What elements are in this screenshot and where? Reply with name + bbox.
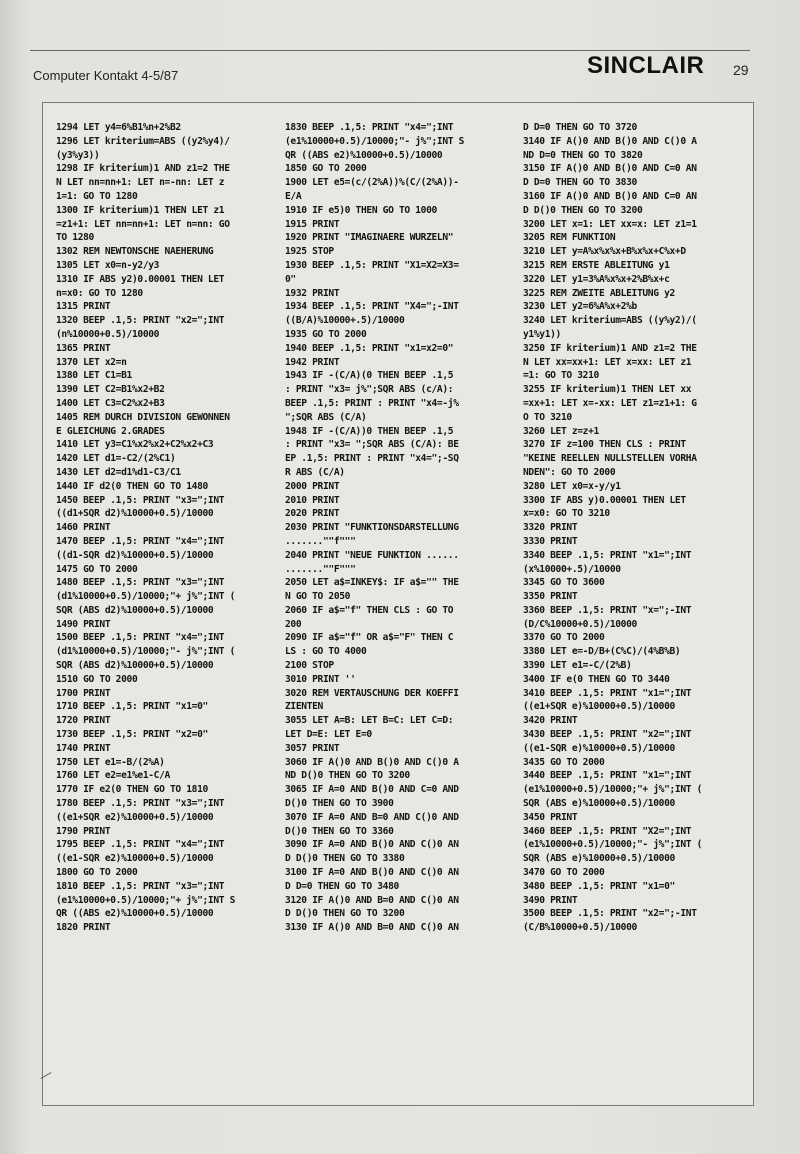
code-line: (e1%10000+0.5)/10000;"- j%";INT S bbox=[285, 135, 465, 147]
code-line: 1365 PRINT bbox=[56, 342, 111, 354]
code-line: (e1%10000+0.5)/10000;"+ j%";INT S bbox=[56, 894, 236, 906]
code-line: 2060 IF a$="f" THEN CLS : GO TO bbox=[285, 604, 454, 616]
code-line: 3400 IF e(0 THEN GO TO 3440 bbox=[523, 673, 670, 685]
code-line: E GLEICHUNG 2.GRADES bbox=[56, 425, 165, 437]
code-line: 3060 IF A()0 AND B()0 AND C()0 A bbox=[285, 756, 459, 768]
code-line: 3370 GO TO 2000 bbox=[523, 632, 605, 644]
code-line: : PRINT "x3= ";SQR ABS (C/A): BE bbox=[285, 439, 459, 451]
code-line: 1800 GO TO 2000 bbox=[56, 867, 138, 879]
code-line: 1730 BEEP .1,5: PRINT "x2=0" bbox=[56, 729, 208, 741]
code-line: (d1%10000+0.5)/10000;"- j%";INT ( bbox=[56, 646, 236, 658]
code-line: ((e1-SQR e)%10000+0.5)/10000 bbox=[523, 742, 675, 754]
code-line: n=x0: GO TO 1280 bbox=[56, 287, 143, 299]
code-line: 1475 GO TO 2000 bbox=[56, 563, 138, 575]
code-line: (d1%10000+0.5)/10000;"+ j%";INT ( bbox=[56, 591, 236, 603]
code-line: 3220 LET y1=3%A%x%x+2%B%x+c bbox=[523, 273, 670, 285]
code-line: 3150 IF A()0 AND B()0 AND C=0 AN bbox=[523, 163, 697, 175]
code-line: 3160 IF A()0 AND B()0 AND C=0 AN bbox=[523, 190, 697, 202]
code-line: 1405 REM DURCH DIVISION GEWONNEN bbox=[56, 411, 230, 423]
code-line: SQR (ABS e)%10000+0.5)/10000 bbox=[523, 853, 675, 865]
code-line: 3225 REM ZWEITE ABLEITUNG y2 bbox=[523, 287, 675, 299]
code-line: (C/B%10000+0.5)/10000 bbox=[523, 922, 637, 934]
code-line: D()0 THEN GO TO 3360 bbox=[285, 825, 394, 837]
code-line: 3300 IF ABS y)0.00001 THEN LET bbox=[523, 494, 686, 506]
code-line: 3130 IF A()0 AND B=0 AND C()0 AN bbox=[285, 922, 459, 934]
code-line: 3210 LET y=A%x%x%x+B%x%x+C%x+D bbox=[523, 246, 686, 258]
code-line: 3205 REM FUNKTION bbox=[523, 232, 616, 244]
code-line: D D=0 THEN GO TO 3830 bbox=[523, 177, 637, 189]
code-line: ((B/A)%10000+.5)/10000 bbox=[285, 315, 405, 327]
code-line: ((e1-SQR e2)%10000+0.5)/10000 bbox=[56, 853, 214, 865]
code-line: 3470 GO TO 2000 bbox=[523, 867, 605, 879]
code-line: 3280 LET x0=x-y/y1 bbox=[523, 480, 621, 492]
code-line: 3200 LET x=1: LET xx=x: LET z1=1 bbox=[523, 218, 697, 230]
code-line: 1=1: GO TO 1280 bbox=[56, 190, 138, 202]
code-line: (D/C%10000+0.5)/10000 bbox=[523, 618, 637, 630]
code-line: 1302 REM NEWTONSCHE NAEHERUNG bbox=[56, 246, 214, 258]
code-line: SQR (ABS d2)%10000+0.5)/10000 bbox=[56, 604, 214, 616]
code-line: QR ((ABS e2)%10000+0.5)/10000 bbox=[56, 908, 214, 920]
code-line: 3120 IF A()0 AND B=0 AND C()0 AN bbox=[285, 894, 459, 906]
code-line: ";SQR ABS (C/A) bbox=[285, 411, 367, 423]
code-line: ((d1+SQR d2)%10000+0.5)/10000 bbox=[56, 508, 214, 520]
code-line: LS : GO TO 4000 bbox=[285, 646, 367, 658]
code-line: N LET xx=xx+1: LET x=xx: LET z1 bbox=[523, 356, 692, 368]
code-line: 1850 GO TO 2000 bbox=[285, 163, 367, 175]
code-line: 3100 IF A=0 AND B()0 AND C()0 AN bbox=[285, 867, 459, 879]
code-line: D D=0 THEN GO TO 3480 bbox=[285, 880, 399, 892]
code-line: N LET nn=nn+1: LET n=-nn: LET z bbox=[56, 177, 225, 189]
code-line: 1943 IF -(C/A)(0 THEN BEEP .1,5 bbox=[285, 370, 454, 382]
code-line: 1932 PRINT bbox=[285, 287, 340, 299]
code-line: ((e1+SQR e)%10000+0.5)/10000 bbox=[523, 701, 675, 713]
code-line: 1310 IF ABS y2)0.00001 THEN LET bbox=[56, 273, 225, 285]
code-line: 2090 IF a$="f" OR a$="F" THEN C bbox=[285, 632, 454, 644]
code-line: 3390 LET e1=-C/(2%B) bbox=[523, 660, 632, 672]
code-line: 3057 PRINT bbox=[285, 742, 340, 754]
code-line: 1315 PRINT bbox=[56, 301, 111, 313]
code-line: QR ((ABS e2)%10000+0.5)/10000 bbox=[285, 149, 443, 161]
code-line: 1790 PRINT bbox=[56, 825, 111, 837]
code-line: 3260 LET z=z+1 bbox=[523, 425, 599, 437]
code-line: D D()0 THEN GO TO 3200 bbox=[523, 204, 643, 216]
code-line: 3460 BEEP .1,5: PRINT "X2=";INT bbox=[523, 825, 692, 837]
code-line: 1940 BEEP .1,5: PRINT "x1=x2=0" bbox=[285, 342, 454, 354]
code-line: (y3%y3)) bbox=[56, 149, 100, 161]
code-line: 1795 BEEP .1,5: PRINT "x4=";INT bbox=[56, 839, 225, 851]
code-line: 0" bbox=[285, 273, 296, 285]
code-line: NDEN": GO TO 2000 bbox=[523, 466, 616, 478]
code-line: .......""F""" bbox=[285, 563, 356, 575]
code-line: 3350 PRINT bbox=[523, 591, 578, 603]
code-line: 1820 PRINT bbox=[56, 922, 111, 934]
code-line: 3340 BEEP .1,5: PRINT "x1=";INT bbox=[523, 549, 692, 561]
code-line: 1935 GO TO 2000 bbox=[285, 328, 367, 340]
code-line: 3440 BEEP .1,5: PRINT "x1=";INT bbox=[523, 770, 692, 782]
code-line: 1900 LET e5=(c/(2%A))%(C/(2%A))- bbox=[285, 177, 459, 189]
code-line: TO 1280 bbox=[56, 232, 94, 244]
code-line: (e1%10000+0.5)/10000;"+ j%";INT ( bbox=[523, 784, 703, 796]
code-line: 1460 PRINT bbox=[56, 522, 111, 534]
code-line: 1700 PRINT bbox=[56, 687, 111, 699]
code-line: 3450 PRINT bbox=[523, 811, 578, 823]
listing-column-2 bbox=[285, 121, 464, 935]
code-line: E/A bbox=[285, 190, 302, 202]
code-line: SQR (ABS e)%10000+0.5)/10000 bbox=[523, 798, 675, 810]
code-line: 3380 LET e=-D/B+(C%C)/(4%B%B) bbox=[523, 646, 681, 658]
code-line: 2000 PRINT bbox=[285, 480, 340, 492]
code-line: 1780 BEEP .1,5: PRINT "x3=";INT bbox=[56, 798, 225, 810]
code-line: ((e1+SQR e2)%10000+0.5)/10000 bbox=[56, 811, 214, 823]
code-line: 1925 STOP bbox=[285, 246, 334, 258]
code-line: 1410 LET y3=C1%x2%x2+C2%x2+C3 bbox=[56, 439, 214, 451]
code-line: =z1+1: LET nn=nn+1: LET n=nn: GO bbox=[56, 218, 230, 230]
code-line: 3090 IF A=0 AND B()0 AND C()0 AN bbox=[285, 839, 459, 851]
code-line: 1500 BEEP .1,5: PRINT "x4=";INT bbox=[56, 632, 225, 644]
code-line: 1750 LET e1=-B/(2%A) bbox=[56, 756, 165, 768]
section-title: SINCLAIR bbox=[587, 52, 705, 79]
code-line: 1420 LET d1=-C2/(2%C1) bbox=[56, 453, 176, 465]
code-line: 1810 BEEP .1,5: PRINT "x3=";INT bbox=[56, 880, 225, 892]
code-line: N GO TO 2050 bbox=[285, 591, 351, 603]
code-line: y1%y1)) bbox=[523, 328, 561, 340]
code-line: 1948 IF -(C/A))0 THEN BEEP .1,5 bbox=[285, 425, 454, 437]
code-line: 2040 PRINT "NEUE FUNKTION ...... bbox=[285, 549, 459, 561]
listing-column-1 bbox=[56, 121, 235, 935]
code-line: 3010 PRINT '' bbox=[285, 673, 356, 685]
code-line: R ABS (C/A) bbox=[285, 466, 345, 478]
code-line: D D()0 THEN GO TO 3380 bbox=[285, 853, 405, 865]
code-line: ((d1-SQR d2)%10000+0.5)/10000 bbox=[56, 549, 214, 561]
code-line: 1390 LET C2=B1%x2+B2 bbox=[56, 384, 165, 396]
code-line: (n%10000+0.5)/10000 bbox=[56, 328, 160, 340]
code-line: D D()0 THEN GO TO 3200 bbox=[285, 908, 405, 920]
code-line: 1430 LET d2=d1%d1-C3/C1 bbox=[56, 466, 181, 478]
code-line: 1942 PRINT bbox=[285, 356, 340, 368]
code-line: 3480 BEEP .1,5: PRINT "x1=0" bbox=[523, 880, 675, 892]
code-line: 3070 IF A=0 AND B=0 AND C()0 AND bbox=[285, 811, 459, 823]
code-line: 1720 PRINT bbox=[56, 715, 111, 727]
code-line: 1300 IF kriterium)1 THEN LET z1 bbox=[56, 204, 225, 216]
code-line: 3500 BEEP .1,5: PRINT "x2=";-INT bbox=[523, 908, 697, 920]
code-line: 1830 BEEP .1,5: PRINT "x4=";INT bbox=[285, 122, 454, 133]
code-line: "KEINE REELLEN NULLSTELLEN VORHA bbox=[523, 453, 697, 465]
code-line: SQR (ABS d2)%10000+0.5)/10000 bbox=[56, 660, 214, 672]
code-line: 3330 PRINT bbox=[523, 535, 578, 547]
code-line: 3410 BEEP .1,5: PRINT "x1=";INT bbox=[523, 687, 692, 699]
code-line: 3270 IF z=100 THEN CLS : PRINT bbox=[523, 439, 686, 451]
code-line: 1305 LET x0=n-y2/y3 bbox=[56, 259, 160, 271]
code-line: 3430 BEEP .1,5: PRINT "x2=";INT bbox=[523, 729, 692, 741]
code-line: 3320 PRINT bbox=[523, 522, 578, 534]
code-line: 3230 LET y2=6%A%x+2%b bbox=[523, 301, 637, 313]
code-line: 1480 BEEP .1,5: PRINT "x3=";INT bbox=[56, 577, 225, 589]
code-line: 1320 BEEP .1,5: PRINT "x2=";INT bbox=[56, 315, 225, 327]
code-line: 1930 BEEP .1,5: PRINT "X1=X2=X3= bbox=[285, 259, 459, 271]
code-line: 1450 BEEP .1,5: PRINT "x3=";INT bbox=[56, 494, 225, 506]
code-line: =1: GO TO 3210 bbox=[523, 370, 599, 382]
code-line: 3420 PRINT bbox=[523, 715, 578, 727]
code-line: 3490 PRINT bbox=[523, 894, 578, 906]
code-line: 2010 PRINT bbox=[285, 494, 340, 506]
code-line: 1490 PRINT bbox=[56, 618, 111, 630]
code-line: 200 bbox=[285, 618, 302, 630]
code-line: : PRINT "x3= j%";SQR ABS (c/A): bbox=[285, 384, 454, 396]
code-line: 3055 LET A=B: LET B=C: LET C=D: bbox=[285, 715, 454, 727]
code-line: D()0 THEN GO TO 3900 bbox=[285, 798, 394, 810]
code-line: 1710 BEEP .1,5: PRINT "x1=0" bbox=[56, 701, 208, 713]
magazine-title: Computer Kontakt 4-5/87 bbox=[33, 68, 179, 83]
code-line: 1510 GO TO 2000 bbox=[56, 673, 138, 685]
code-line: 1400 LET C3=C2%x2+B3 bbox=[56, 397, 165, 409]
code-line: 1934 BEEP .1,5: PRINT "X4=";-INT bbox=[285, 301, 459, 313]
page-header bbox=[30, 48, 765, 88]
code-line: 2030 PRINT "FUNKTIONSDARSTELLUNG bbox=[285, 522, 459, 534]
code-line: 1760 LET e2=e1%e1-C/A bbox=[56, 770, 170, 782]
code-line: 1380 LET C1=B1 bbox=[56, 370, 132, 382]
code-line: 1294 LET y4=6%B1%n+2%B2 bbox=[56, 122, 181, 133]
code-line: 1740 PRINT bbox=[56, 742, 111, 754]
page-number: 29 bbox=[733, 62, 749, 78]
code-line: x=x0: GO TO 3210 bbox=[523, 508, 610, 520]
code-line: EP .1,5: PRINT : PRINT "x4=";-SQ bbox=[285, 453, 459, 465]
code-line: 3250 IF kriterium)1 AND z1=2 THE bbox=[523, 342, 697, 354]
code-line: 1770 IF e2(0 THEN GO TO 1810 bbox=[56, 784, 208, 796]
code-line: LET D=E: LET E=0 bbox=[285, 729, 372, 741]
code-line: 3065 IF A=0 AND B()0 AND C=0 AND bbox=[285, 784, 459, 796]
code-line: 1915 PRINT bbox=[285, 218, 340, 230]
listing-column-3 bbox=[523, 121, 702, 935]
code-line: ND D()0 THEN GO TO 3200 bbox=[285, 770, 410, 782]
code-line: 3345 GO TO 3600 bbox=[523, 577, 605, 589]
code-line: BEEP .1,5: PRINT : PRINT "x4=-j% bbox=[285, 397, 459, 409]
code-line: 1440 IF d2(0 THEN GO TO 1480 bbox=[56, 480, 208, 492]
code-line: 3240 LET kriterium=ABS ((y%y2)/( bbox=[523, 315, 697, 327]
code-line: (e1%10000+0.5)/10000;"- j%";INT ( bbox=[523, 839, 703, 851]
code-line: 3020 REM VERTAUSCHUNG DER KOEFFI bbox=[285, 687, 459, 699]
code-line: 3435 GO TO 2000 bbox=[523, 756, 605, 768]
code-line: 1370 LET x2=n bbox=[56, 356, 127, 368]
code-line: 2020 PRINT bbox=[285, 508, 340, 520]
code-line: ND D=0 THEN GO TO 3820 bbox=[523, 149, 643, 161]
code-line: 1298 IF kriterium)1 AND z1=2 THE bbox=[56, 163, 230, 175]
code-line: D D=0 THEN GO TO 3720 bbox=[523, 122, 637, 133]
code-line: (x%10000+.5)/10000 bbox=[523, 563, 621, 575]
code-line: 2050 LET a$=INKEY$: IF a$="" THE bbox=[285, 577, 459, 589]
code-line: =xx+1: LET x=-xx: LET z1=z1+1: G bbox=[523, 397, 697, 409]
code-line: 3140 IF A()0 AND B()0 AND C()0 A bbox=[523, 135, 697, 147]
code-line: 1920 PRINT "IMAGINAERE WURZELN" bbox=[285, 232, 454, 244]
code-line: 1910 IF e5)0 THEN GO TO 1000 bbox=[285, 204, 437, 216]
code-line: 3360 BEEP .1,5: PRINT "x=";-INT bbox=[523, 604, 692, 616]
code-line: 1296 LET kriterium=ABS ((y2%y4)/ bbox=[56, 135, 230, 147]
code-line: 1470 BEEP .1,5: PRINT "x4=";INT bbox=[56, 535, 225, 547]
code-line: 3215 REM ERSTE ABLEITUNG y1 bbox=[523, 259, 670, 271]
code-line: 2100 STOP bbox=[285, 660, 334, 672]
code-line: ZIENTEN bbox=[285, 701, 323, 713]
code-line: O TO 3210 bbox=[523, 411, 572, 423]
code-line: 3255 IF kriterium)1 THEN LET xx bbox=[523, 384, 692, 396]
code-line: .......""f""" bbox=[285, 535, 356, 547]
